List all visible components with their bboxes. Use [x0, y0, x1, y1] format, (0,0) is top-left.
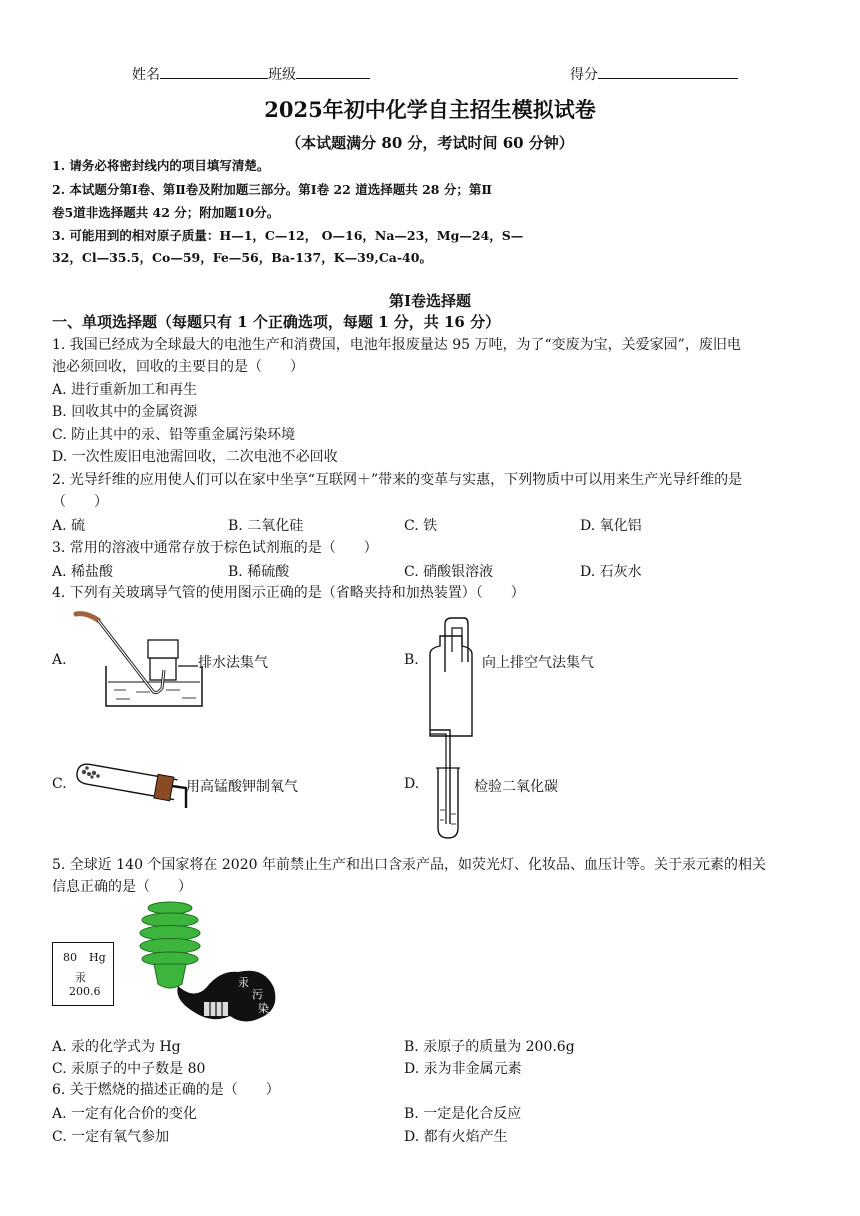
q2-option-a[interactable]: A. 硫 [52, 518, 86, 534]
part-title: 第Ⅰ卷选择题 [388, 292, 472, 310]
q4-option-a-caption: 排水法集气 [198, 655, 268, 671]
q2-stem-1: 2. 光导纤维的应用使人们可以在家中坐享“互联网＋”带来的变革与实惠，下列物质中可以用来生产光导纤维的是 [52, 472, 743, 488]
q3-option-c[interactable]: C. 硝酸银溶液 [404, 564, 494, 580]
q1-stem-2: 池必须回收，回收的主要目的是（ ） [52, 359, 304, 375]
q5-option-c[interactable]: C. 汞原子的中子数是 80 [52, 1061, 206, 1077]
q3-option-a[interactable]: A. 稀盐酸 [52, 564, 114, 580]
section-title: 一、单项选择题（每题只有 1 个正确选项，每题 1 分，共 16 分） [52, 313, 501, 331]
q4-option-c-caption: 用高锰酸钾制氧气 [186, 779, 298, 795]
note-4: 3. 可能用到的相对原子质量：H—1，C—12， O—16，Na—23，Mg—24，S— [52, 228, 524, 243]
heating-tube-diagram [72, 756, 192, 812]
pollution-char-3: 染 [258, 1002, 269, 1015]
element-number: 80 [63, 951, 77, 964]
q5-stem-2: 信息正确的是（ ） [52, 879, 192, 895]
class-label: 班级 [268, 67, 296, 83]
q3-stem: 3. 常用的溶液中通常存放于棕色试剂瓶的是（ ） [52, 540, 378, 556]
class-blank[interactable] [296, 64, 370, 79]
mercury-pollution-illustration [134, 900, 284, 1030]
q5-option-d[interactable]: D. 汞为非金属元素 [404, 1061, 522, 1077]
page-title: 2025年初中化学自主招生模拟试卷 [264, 97, 596, 122]
q1-option-d[interactable]: D. 一次性废旧电池需回收，二次电池不必回收 [52, 449, 338, 465]
element-name: 汞 [75, 971, 86, 984]
water-collection-diagram [70, 610, 210, 710]
q6-option-b[interactable]: B. 一定是化合反应 [404, 1106, 522, 1122]
q6-stem: 6. 关于燃烧的描述正确的是（ ） [52, 1082, 280, 1098]
q4-option-b-caption: 向上排空气法集气 [482, 655, 594, 671]
q4-option-d-caption: 检验二氧化碳 [474, 779, 558, 795]
element-cell [52, 942, 114, 1006]
q1-stem-1: 1. 我国已经成为全球最大的电池生产和消费国，电池年报废量达 95 万吨，为了“变废为宝，关爱家园”，废旧电 [52, 337, 741, 353]
note-5: 32，Cl—35.5，Co—59，Fe—56，Ba-137，K—39,Ca-40。 [52, 250, 432, 265]
name-blank[interactable] [160, 64, 268, 79]
gas-bottle-diagram [426, 612, 476, 738]
q1-option-b[interactable]: B. 回收其中的金属资源 [52, 404, 198, 420]
page-subtitle: （本试题满分 80 分，考试时间 60 分钟） [286, 134, 574, 152]
element-mass: 200.6 [69, 985, 101, 998]
score-row [570, 64, 738, 84]
q1-option-a[interactable]: A. 进行重新加工和再生 [52, 382, 198, 398]
q2-option-b[interactable]: B. 二氧化硅 [228, 518, 304, 534]
q4-option-c-letter[interactable]: C. [52, 776, 67, 792]
q5-option-b[interactable]: B. 汞原子的质量为 200.6g [404, 1039, 575, 1055]
q6-option-c[interactable]: C. 一定有氧气参加 [52, 1129, 170, 1145]
name-label: 姓名 [132, 67, 160, 83]
note-2: 2. 本试题分第Ⅰ卷、第Ⅱ卷及附加题三部分。第Ⅰ卷 22 道选择题共 28 分；第Ⅱ [52, 182, 492, 197]
note-3: 卷5道非选择题共 42 分；附加题10分。 [52, 205, 280, 220]
q4-stem: 4. 下列有关玻璃导气管的使用图示正确的是（省略夹持和加热装置）（ ） [52, 585, 525, 601]
q4-option-a-letter[interactable]: A. [52, 652, 67, 668]
q3-option-b[interactable]: B. 稀硫酸 [228, 564, 290, 580]
q6-option-d[interactable]: D. 都有火焰产生 [404, 1129, 508, 1145]
q4-option-b-letter[interactable]: B. [404, 652, 419, 668]
q6-option-a[interactable]: A. 一定有化合价的变化 [52, 1106, 198, 1122]
note-1: 1. 请务必将密封线内的项目填写清楚。 [52, 158, 270, 173]
test-tube-diagram [428, 728, 478, 840]
q5-option-a[interactable]: A. 汞的化学式为 Hg [52, 1039, 181, 1055]
pollution-char-2: 污 [252, 988, 263, 1001]
q2-option-d[interactable]: D. 氧化铝 [580, 518, 642, 534]
element-symbol: Hg [89, 951, 106, 964]
q1-option-c[interactable]: C. 防止其中的汞、铅等重金属污染环境 [52, 427, 296, 443]
q2-stem-2: （ ） [52, 494, 108, 510]
header-row [132, 64, 370, 84]
score-label: 得分 [570, 67, 598, 83]
q2-option-c[interactable]: C. 铁 [404, 518, 438, 534]
score-blank[interactable] [598, 64, 738, 79]
q5-stem-1: 5. 全球近 140 个国家将在 2020 年前禁止生产和出口含汞产品，如荧光灯、化妆品、血压计等。关于汞元素的相关 [52, 857, 766, 873]
q3-option-d[interactable]: D. 石灰水 [580, 564, 642, 580]
q4-option-d-letter[interactable]: D. [404, 776, 420, 792]
pollution-char-1: 汞 [238, 976, 249, 989]
